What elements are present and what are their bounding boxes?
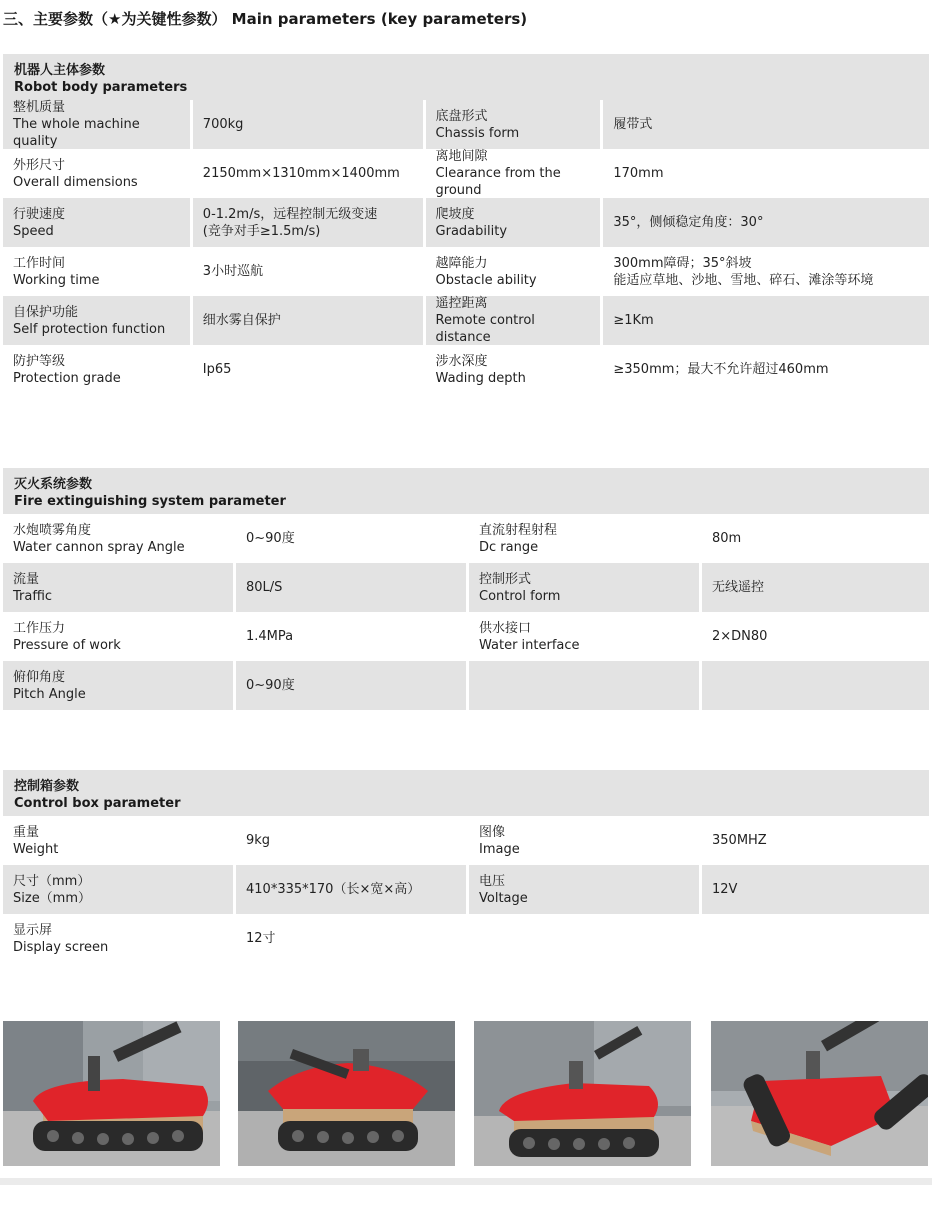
param-value-cell: [236, 514, 469, 563]
param-label-en: Remote control distance: [435, 313, 535, 345]
param-value: 12V: [712, 882, 738, 897]
robot-photo-front-right: [474, 1021, 691, 1166]
param-label: [3, 198, 190, 247]
param-label-en: Image: [479, 841, 520, 857]
param-label-en: Size（mm）: [13, 890, 92, 906]
param-value: 300mm障碍；35°斜坡: [613, 255, 752, 271]
section-title-en: Control box parameter: [14, 796, 181, 811]
param-label-cn: 整机质量: [13, 100, 66, 115]
table-row: [3, 149, 929, 198]
param-label-en: Wading depth: [435, 370, 526, 386]
param-label: [469, 816, 702, 865]
param-label-en: Traffic: [13, 588, 53, 604]
param-label: [3, 914, 236, 963]
param-label-en: Protection grade: [13, 370, 121, 386]
robot-photo-front: [238, 1021, 455, 1166]
table-row: [3, 514, 929, 563]
param-label: [469, 514, 702, 563]
param-value-cell: [193, 247, 423, 296]
fire-system-section: [3, 468, 929, 710]
param-value-cell: [193, 198, 423, 247]
param-value-cell: [193, 149, 423, 198]
param-label-en: Water interface: [479, 637, 580, 653]
param-value-cell: [603, 100, 929, 149]
param-label-cn: 自保护功能: [13, 304, 79, 320]
robot-body-section: [3, 54, 929, 394]
param-label: [426, 198, 601, 247]
param-value-cell: [193, 296, 423, 345]
param-value-cell: [193, 100, 423, 149]
param-value: 9kg: [246, 833, 271, 848]
section-title: [3, 770, 929, 816]
param-label: [3, 247, 190, 296]
param-value-cell: [702, 612, 929, 661]
param-value-cell: [236, 865, 466, 914]
param-value: 410*335*170（长×宽×高）: [246, 882, 421, 897]
section-title-cn: 灭火系统参数: [14, 477, 93, 492]
table-row: [3, 345, 929, 394]
param-value: 3小时巡航: [202, 264, 264, 279]
param-label-cn: 工作压力: [13, 620, 66, 636]
param-label: [426, 345, 601, 394]
param-label-cn: 爬坡度: [435, 206, 475, 222]
param-label: [469, 563, 699, 612]
param-label-cn: 涉水深度: [435, 353, 488, 369]
param-value-cell: [603, 296, 929, 345]
table-row: [3, 816, 929, 865]
robot-photo-front-left: [3, 1021, 220, 1166]
param-label-en: Obstacle ability: [435, 272, 537, 288]
param-value-cell: [603, 345, 929, 394]
param-label-en: Working time: [13, 272, 100, 288]
param-value: 细水雾自保护: [202, 313, 281, 328]
param-label: [3, 296, 190, 345]
param-label-cn: 图像: [479, 824, 506, 840]
param-label-en: Gradability: [435, 223, 508, 239]
param-value: 12寸: [246, 931, 276, 946]
param-value-cell: [702, 865, 929, 914]
param-label-cn: 水炮喷雾角度: [13, 522, 92, 538]
footer-divider: [0, 1178, 932, 1185]
robot-photo-rear: [711, 1021, 928, 1166]
param-value-cell: [702, 514, 929, 563]
param-value-cell: [603, 149, 929, 198]
param-label-cn: 遥控距离: [435, 296, 488, 311]
section-title: [3, 54, 929, 100]
param-label-cn: 外形尺寸: [13, 157, 66, 173]
param-value: 700kg: [202, 117, 244, 132]
param-label: [469, 612, 702, 661]
param-label: [469, 661, 699, 710]
param-label-cn: 离地间隙: [435, 149, 488, 164]
param-value: 1.4MPa: [246, 629, 294, 644]
param-label-en: The whole machine quality: [13, 117, 140, 149]
param-value: Ip65: [202, 362, 232, 377]
param-value-note: (竞争对手≥1.5m/s): [202, 223, 321, 239]
table-row: [3, 661, 929, 710]
param-value-cell: [236, 612, 469, 661]
param-label-en: Voltage: [479, 890, 528, 906]
param-label-cn: 流量: [13, 571, 40, 587]
param-value-cell: [236, 816, 469, 865]
param-label-cn: 供水接口: [479, 620, 532, 636]
param-value-cell: [702, 661, 929, 710]
control-box-section: [3, 770, 929, 963]
param-value: 35°，侧倾稳定角度：30°: [613, 215, 764, 230]
param-label-cn: 直流射程射程: [479, 522, 558, 538]
param-value: 80m: [712, 531, 742, 546]
param-label-en: Pressure of work: [13, 637, 121, 653]
table-row: [3, 247, 929, 296]
param-value-note: 能适应草地、沙地、雪地、碎石、滩涂等环境: [613, 272, 874, 288]
param-label-en: Control form: [479, 588, 561, 604]
param-label: [3, 149, 190, 198]
param-value: 170mm: [613, 166, 664, 181]
param-label-en: Pitch Angle: [13, 686, 86, 702]
param-label-en: Dc range: [479, 539, 539, 555]
section-title-en: Robot body parameters: [14, 80, 188, 95]
param-value: 履带式: [613, 117, 653, 132]
param-label: [3, 816, 236, 865]
table-row: [3, 865, 929, 914]
param-value-cell: [603, 247, 929, 296]
param-label: [426, 149, 601, 198]
param-label-cn: 底盘形式: [435, 108, 488, 124]
param-label-en: Display screen: [13, 939, 109, 955]
param-value: 2×DN80: [712, 629, 768, 644]
section-title: [3, 468, 929, 514]
param-label-cn: 越障能力: [435, 255, 488, 271]
param-label-cn: 重量: [13, 824, 40, 840]
param-value: ≥1Km: [613, 313, 654, 328]
param-label: [3, 100, 190, 149]
param-value: 80L/S: [246, 580, 283, 595]
table-row: [3, 296, 929, 345]
param-value: 2150mm×1310mm×1400mm: [202, 166, 400, 181]
param-value: 350MHZ: [712, 833, 767, 848]
param-label-en: Clearance from the ground: [435, 166, 561, 198]
param-label: [426, 247, 601, 296]
param-label: [3, 865, 233, 914]
param-value: 0-1.2m/s，远程控制无级变速: [202, 206, 378, 222]
param-label: [469, 914, 702, 963]
param-value-cell: [236, 914, 469, 963]
param-label: [3, 612, 236, 661]
table-row: [3, 563, 929, 612]
param-value-cell: [236, 661, 466, 710]
param-label-en: Overall dimensions: [13, 174, 138, 190]
param-value-cell: [702, 563, 929, 612]
param-value: 0~90度: [246, 678, 295, 693]
param-label: [426, 296, 601, 345]
param-label: [3, 345, 190, 394]
table-row: [3, 198, 929, 247]
param-value-cell: [236, 563, 466, 612]
param-label-en: Water cannon spray Angle: [13, 539, 185, 555]
param-label: [3, 563, 233, 612]
param-label-cn: 控制形式: [479, 571, 532, 587]
param-label: [469, 865, 699, 914]
robot-photo-strip: [3, 1021, 929, 1166]
param-label-cn: 显示屏: [13, 922, 53, 938]
section-title-cn: 机器人主体参数: [14, 63, 106, 78]
table-row: [3, 100, 929, 149]
param-value-cell: [603, 198, 929, 247]
page-heading: 三、主要参数（★为关键性参数） Main parameters (key parameters): [3, 10, 528, 28]
param-label: [426, 100, 601, 149]
param-label-cn: 工作时间: [13, 255, 66, 271]
param-label-cn: 防护等级: [13, 353, 66, 369]
section-title-cn: 控制箱参数: [14, 779, 80, 794]
param-label-cn: 电压: [479, 873, 506, 889]
param-value: ≥350mm；最大不允许超过460mm: [613, 362, 829, 377]
param-label-en: Speed: [13, 223, 54, 239]
param-value-cell: [193, 345, 423, 394]
param-value: 0~90度: [246, 531, 295, 546]
param-label-en: Self protection function: [13, 321, 166, 337]
param-value: 无线遥控: [712, 580, 765, 595]
param-label-cn: 俯仰角度: [13, 669, 66, 685]
param-label: [3, 514, 236, 563]
param-value-cell: [702, 914, 929, 963]
param-value-cell: [702, 816, 929, 865]
param-label-cn: 尺寸（mm）: [13, 873, 91, 889]
param-label: [3, 661, 233, 710]
param-label-en: Chassis form: [435, 125, 520, 141]
table-row: [3, 914, 929, 963]
param-label-cn: 行驶速度: [13, 206, 66, 222]
table-row: [3, 612, 929, 661]
section-title-en: Fire extinguishing system parameter: [14, 494, 286, 509]
param-label-en: Weight: [13, 841, 59, 857]
